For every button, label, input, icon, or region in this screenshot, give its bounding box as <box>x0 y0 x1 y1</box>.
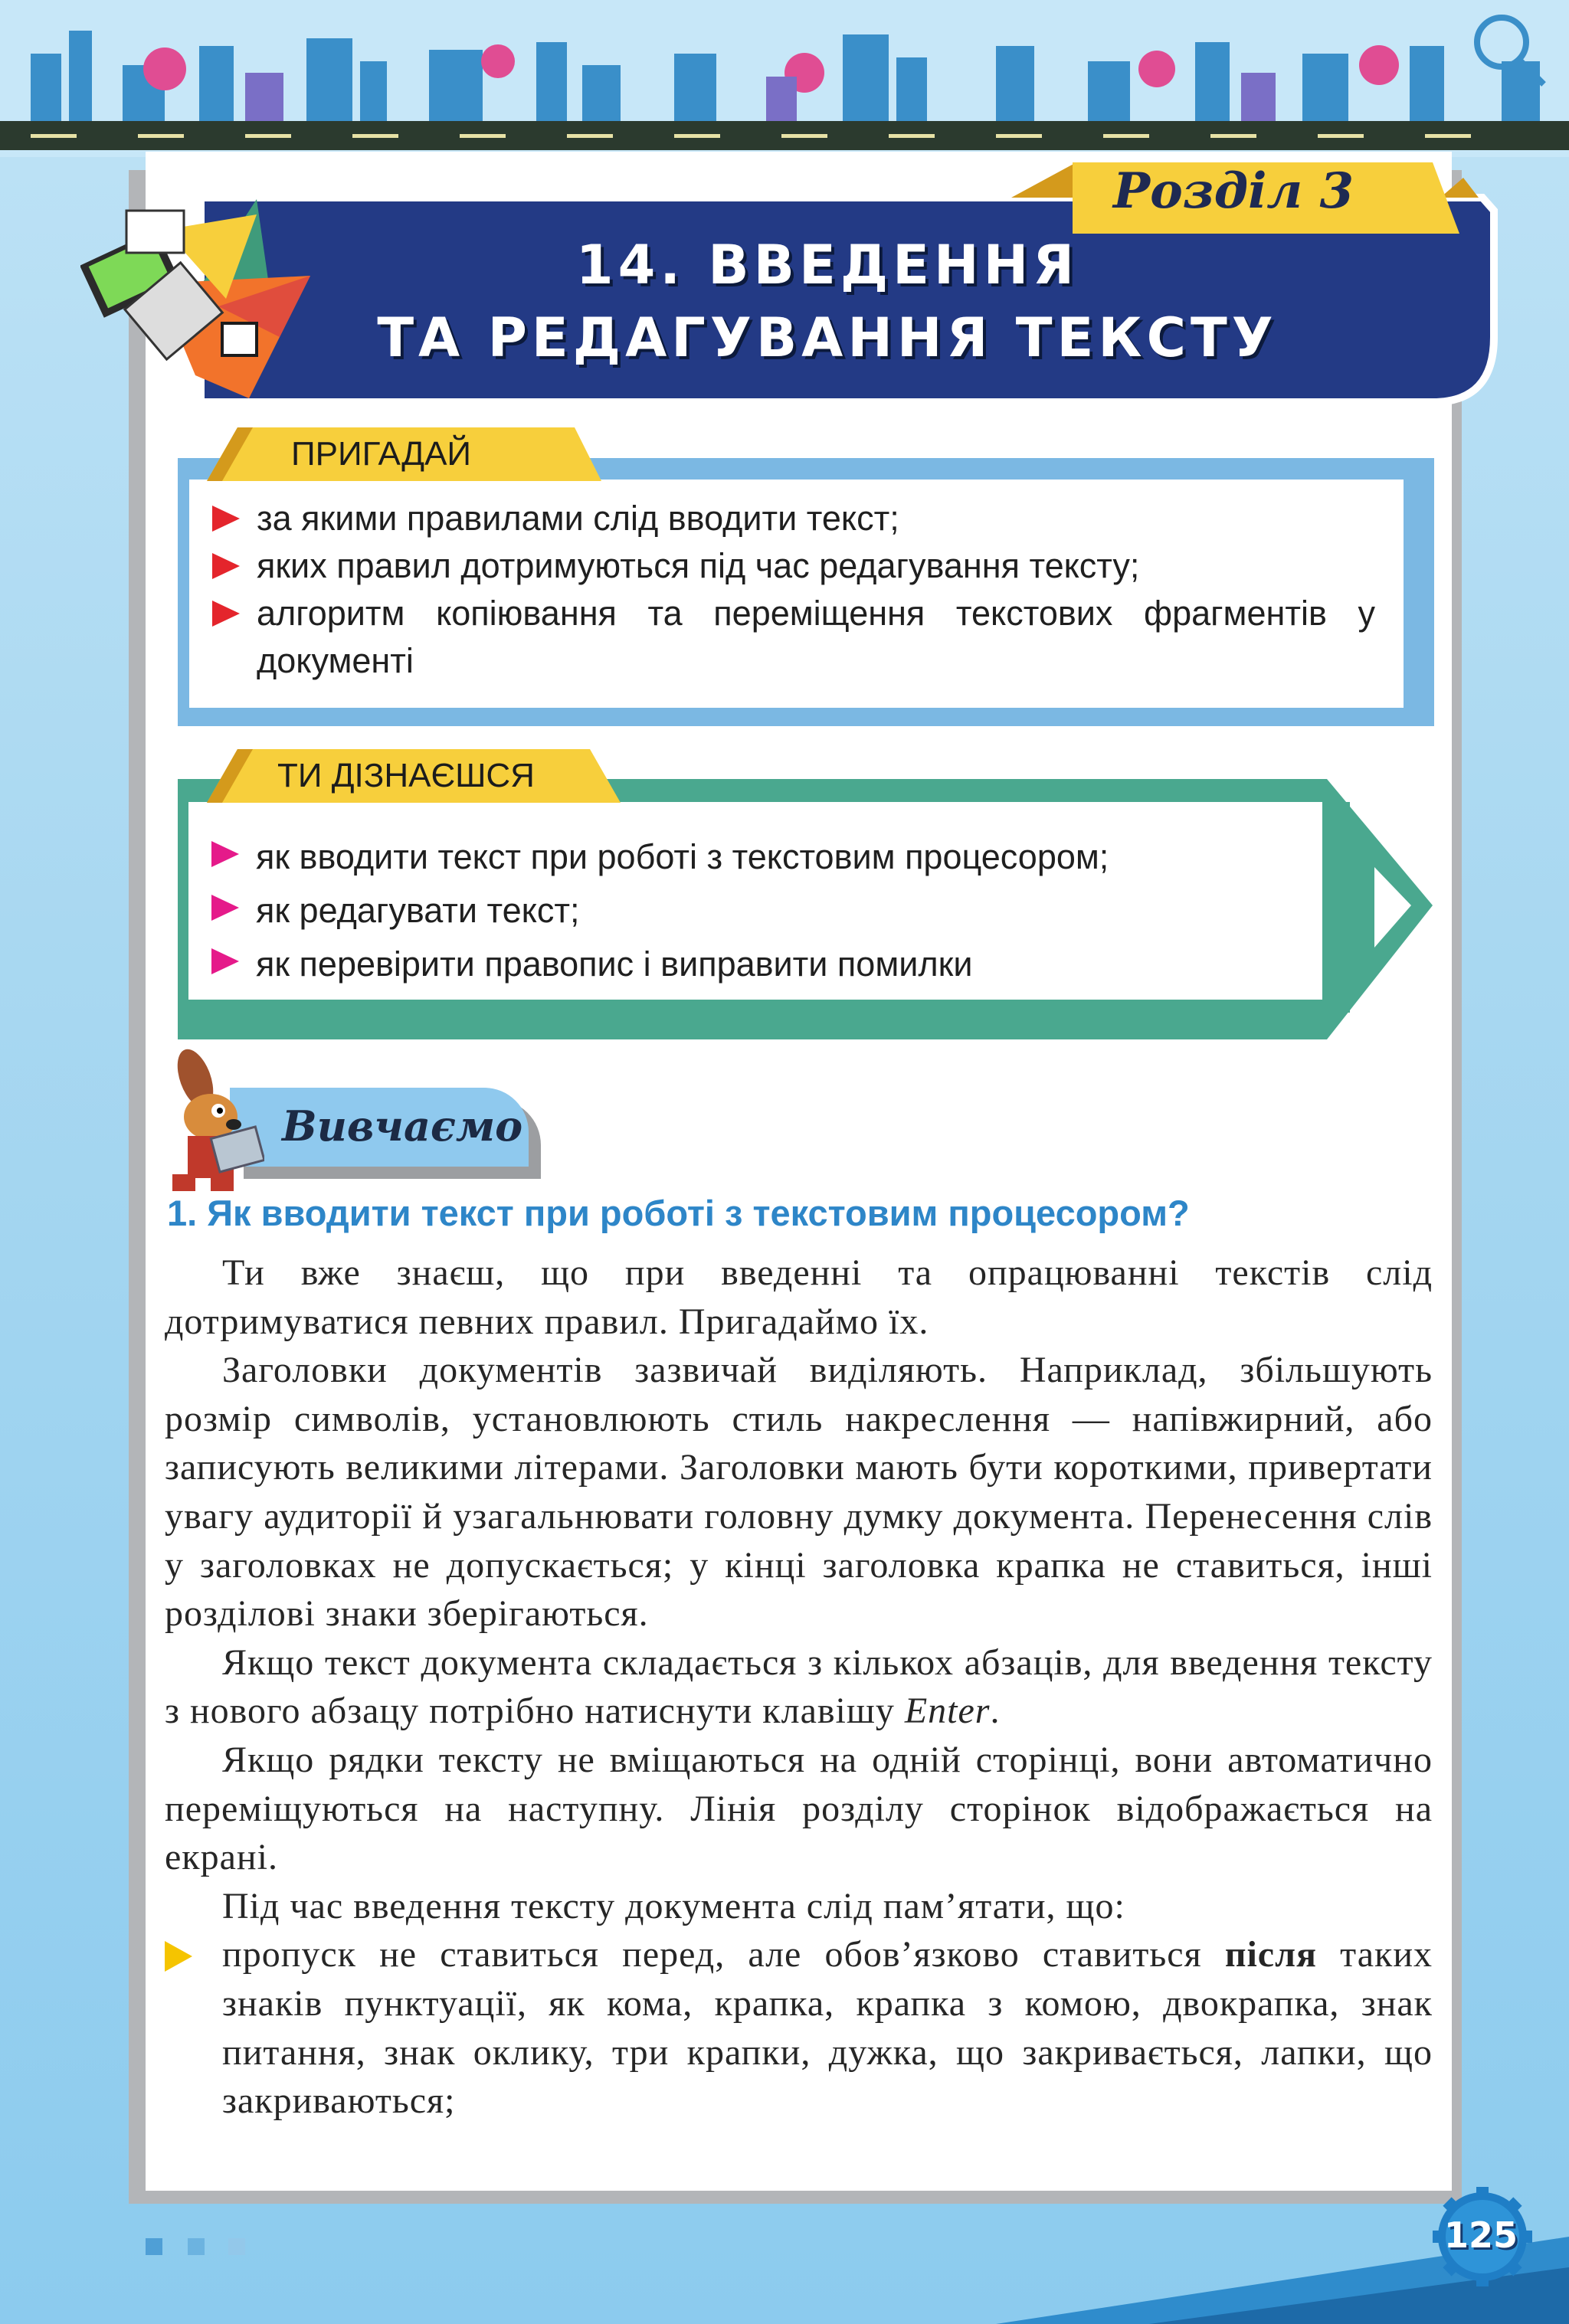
footer-decoration <box>0 2191 1569 2324</box>
list-item: яких правил дотримуються під час редагування тексту; <box>203 542 1375 590</box>
triangle-bullet-icon <box>211 895 239 921</box>
list-item: як редагувати текст; <box>202 884 1305 938</box>
rules-list <box>165 1930 1433 2125</box>
list-item: алгоритм копіювання та переміщення текстових фрагментів у документі <box>203 590 1375 685</box>
triangle-bullet-icon <box>212 553 240 579</box>
recall-list <box>203 495 1375 685</box>
list-item: за якими правилами слід вводити текст; <box>203 495 1375 542</box>
list-item: як вводити текст при роботі з текстовим процесором; <box>202 830 1305 884</box>
body-text <box>165 1249 1433 2126</box>
paragraph: Заголовки документів зазвичай виділяють. Наприклад, збільшують розмір символів, установлюють стиль накреслення — напівжирний, або записують великими літерами. Заголовки мають бути короткими, привертати увагу аудиторії й узагальнювати головну думку документа. Перенесення слів у заголовках не допускається; у кінці заголовка крапка не ставиться, інші розділові знаки зберігаються. <box>165 1350 1433 1635</box>
triangle-bullet-icon <box>212 601 240 627</box>
list-item: як перевірити правопис і виправити помилки <box>202 938 1305 991</box>
dog-mascot-icon <box>157 1048 264 1201</box>
paragraph: Якщо текст документа складається з кількох абзаців, для введення тексту з нового абзацу потрібно натиснути клавішу Enter. <box>165 1642 1433 1732</box>
paragraph: Під час введення тексту документа слід пам’ятати, що: <box>222 1885 1125 1926</box>
recall-box <box>189 480 1404 708</box>
key-name: Enter <box>904 1691 991 1732</box>
list-item: пропуск не ставиться перед, але обов’язково ставиться після таких знаків пунктуації, як кома, крапка, крапка з комою, двокрапка, знак питання, знак оклику, три крапки, дужка, що закривається, лапки, що закриваються; <box>165 1930 1433 2125</box>
triangle-bullet-icon <box>211 948 239 974</box>
recall-heading: ПРИГАДАЙ <box>291 435 472 473</box>
learn-heading: ТИ ДІЗНАЄШСЯ <box>277 757 535 794</box>
paragraph: Ти вже знаєш, що при введенні та опрацюванні текстів слід дотримуватися певних правил. Пригадаймо їх. <box>165 1252 1433 1342</box>
page-title-line1: 14. ВВЕДЕННЯ <box>575 234 1079 296</box>
triangle-bullet-icon <box>211 841 239 867</box>
page-title-line2: ТА РЕДАГУВАННЯ ТЕКСТУ <box>377 306 1278 369</box>
section-heading: 1. Як вводити текст при роботі з текстовим процесором? <box>167 1193 1190 1233</box>
triangle-bullet-icon <box>165 1941 192 1972</box>
triangle-bullet-icon <box>212 506 240 532</box>
study-label: Вивчаємо <box>282 1101 523 1151</box>
learn-box <box>188 802 1322 1000</box>
section-label: Розділ 3 <box>1112 162 1354 220</box>
learn-list <box>202 830 1305 991</box>
paragraph: Якщо рядки тексту не вміщаються на одній сторінці, вони автоматично переміщуються на наступну. Лінія розділу сторінок відображається на екрані. <box>165 1739 1433 1878</box>
page-number: 125 <box>1443 2214 1518 2256</box>
